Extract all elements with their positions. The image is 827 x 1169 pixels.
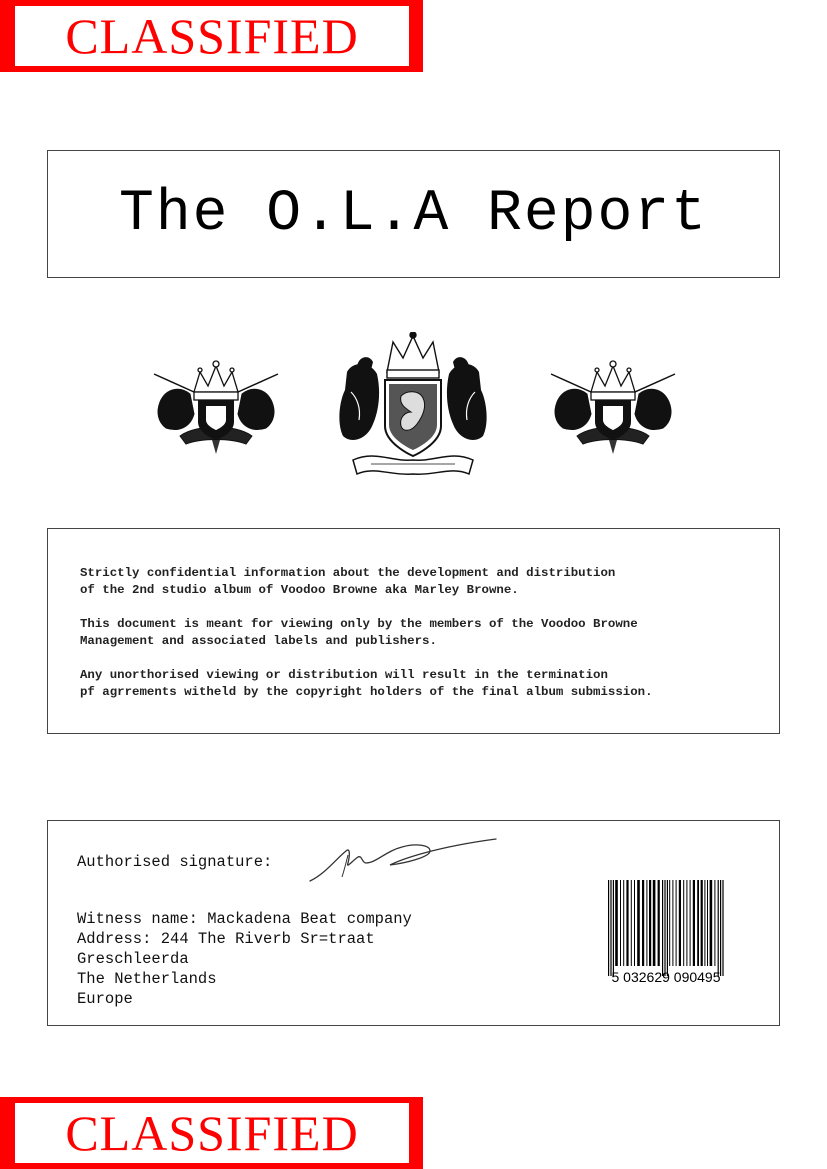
barcode-bar xyxy=(662,880,663,976)
barcode-bar xyxy=(649,880,651,966)
crown-crest-icon xyxy=(547,358,679,456)
classified-stamp-text: CLASSIFIED xyxy=(15,6,409,66)
barcode-bar xyxy=(610,880,611,976)
barcode-bar xyxy=(664,880,665,976)
classified-stamp-bottom xyxy=(0,1097,423,1169)
barcode-bar xyxy=(608,880,609,976)
title-box xyxy=(47,150,780,278)
barcode-bars xyxy=(608,880,724,976)
barcode-bar xyxy=(679,880,681,966)
barcode-bar xyxy=(653,880,656,966)
barcode-bar xyxy=(701,880,703,966)
barcode-bar xyxy=(658,880,660,966)
barcode-bar xyxy=(714,880,715,966)
barcode-bar xyxy=(623,880,624,966)
address-line: Address: 244 The Riverb Sr=traat xyxy=(77,930,375,948)
classified-stamp-text: CLASSIFIED xyxy=(15,1103,409,1163)
barcode-bar xyxy=(672,880,673,966)
barcode-bar xyxy=(631,880,632,966)
confidentiality-notice xyxy=(47,528,780,734)
barcode-bar xyxy=(710,880,713,966)
city-line: Greschleerda xyxy=(77,950,189,968)
barcode-bar xyxy=(620,880,621,966)
notice-paragraph: Strictly confidential information about the development and distribution of the 2nd studio album of Voodoo Browne aka Marley Browne. xyxy=(80,566,616,597)
barcode-bar xyxy=(667,880,668,976)
signature-label: Authorised signature: xyxy=(77,853,273,871)
barcode-bar xyxy=(646,880,647,966)
witness-details xyxy=(77,909,412,1009)
barcode-bar xyxy=(707,880,708,966)
barcode-bar xyxy=(718,880,719,976)
region-line: Europe xyxy=(77,990,133,1008)
signature-block xyxy=(47,820,780,1026)
notice-paragraph: Any unorthorised viewing or distribution will result in the termination pf agrrements witheld by the copyright holders of the final album submission. xyxy=(80,668,653,699)
barcode-bar xyxy=(669,880,670,966)
country-line: The Netherlands xyxy=(77,970,217,988)
report-title: The O.L.A Report xyxy=(119,181,708,247)
barcode-bar xyxy=(613,880,614,976)
coat-of-arms-icon xyxy=(331,332,495,482)
handwritten-signature xyxy=(306,833,501,888)
barcode-bar xyxy=(676,880,677,966)
barcode-bar xyxy=(690,880,691,966)
barcode-bar xyxy=(693,880,695,966)
barcode-bar xyxy=(637,880,640,966)
barcode-bar xyxy=(615,880,618,966)
barcode-bar xyxy=(626,880,628,966)
classified-stamp-top xyxy=(0,0,423,72)
barcode-bar xyxy=(704,880,705,966)
barcode-bar xyxy=(642,880,644,966)
barcode xyxy=(596,878,736,986)
barcode-bar xyxy=(720,880,721,976)
barcode-number: 5 032629 090495 xyxy=(611,969,721,985)
barcode-bar xyxy=(634,880,635,966)
barcode-bar xyxy=(697,880,699,966)
notice-paragraph: This document is meant for viewing only by the members of the Voodoo Browne Management and associated labels and publishers. xyxy=(80,617,638,648)
witness-name: Witness name: Mackadena Beat company xyxy=(77,910,412,928)
crest-row xyxy=(0,330,827,482)
crown-crest-icon xyxy=(150,358,282,456)
barcode-bar xyxy=(686,880,687,966)
barcode-bar xyxy=(722,880,723,976)
barcode-bar xyxy=(683,880,684,966)
